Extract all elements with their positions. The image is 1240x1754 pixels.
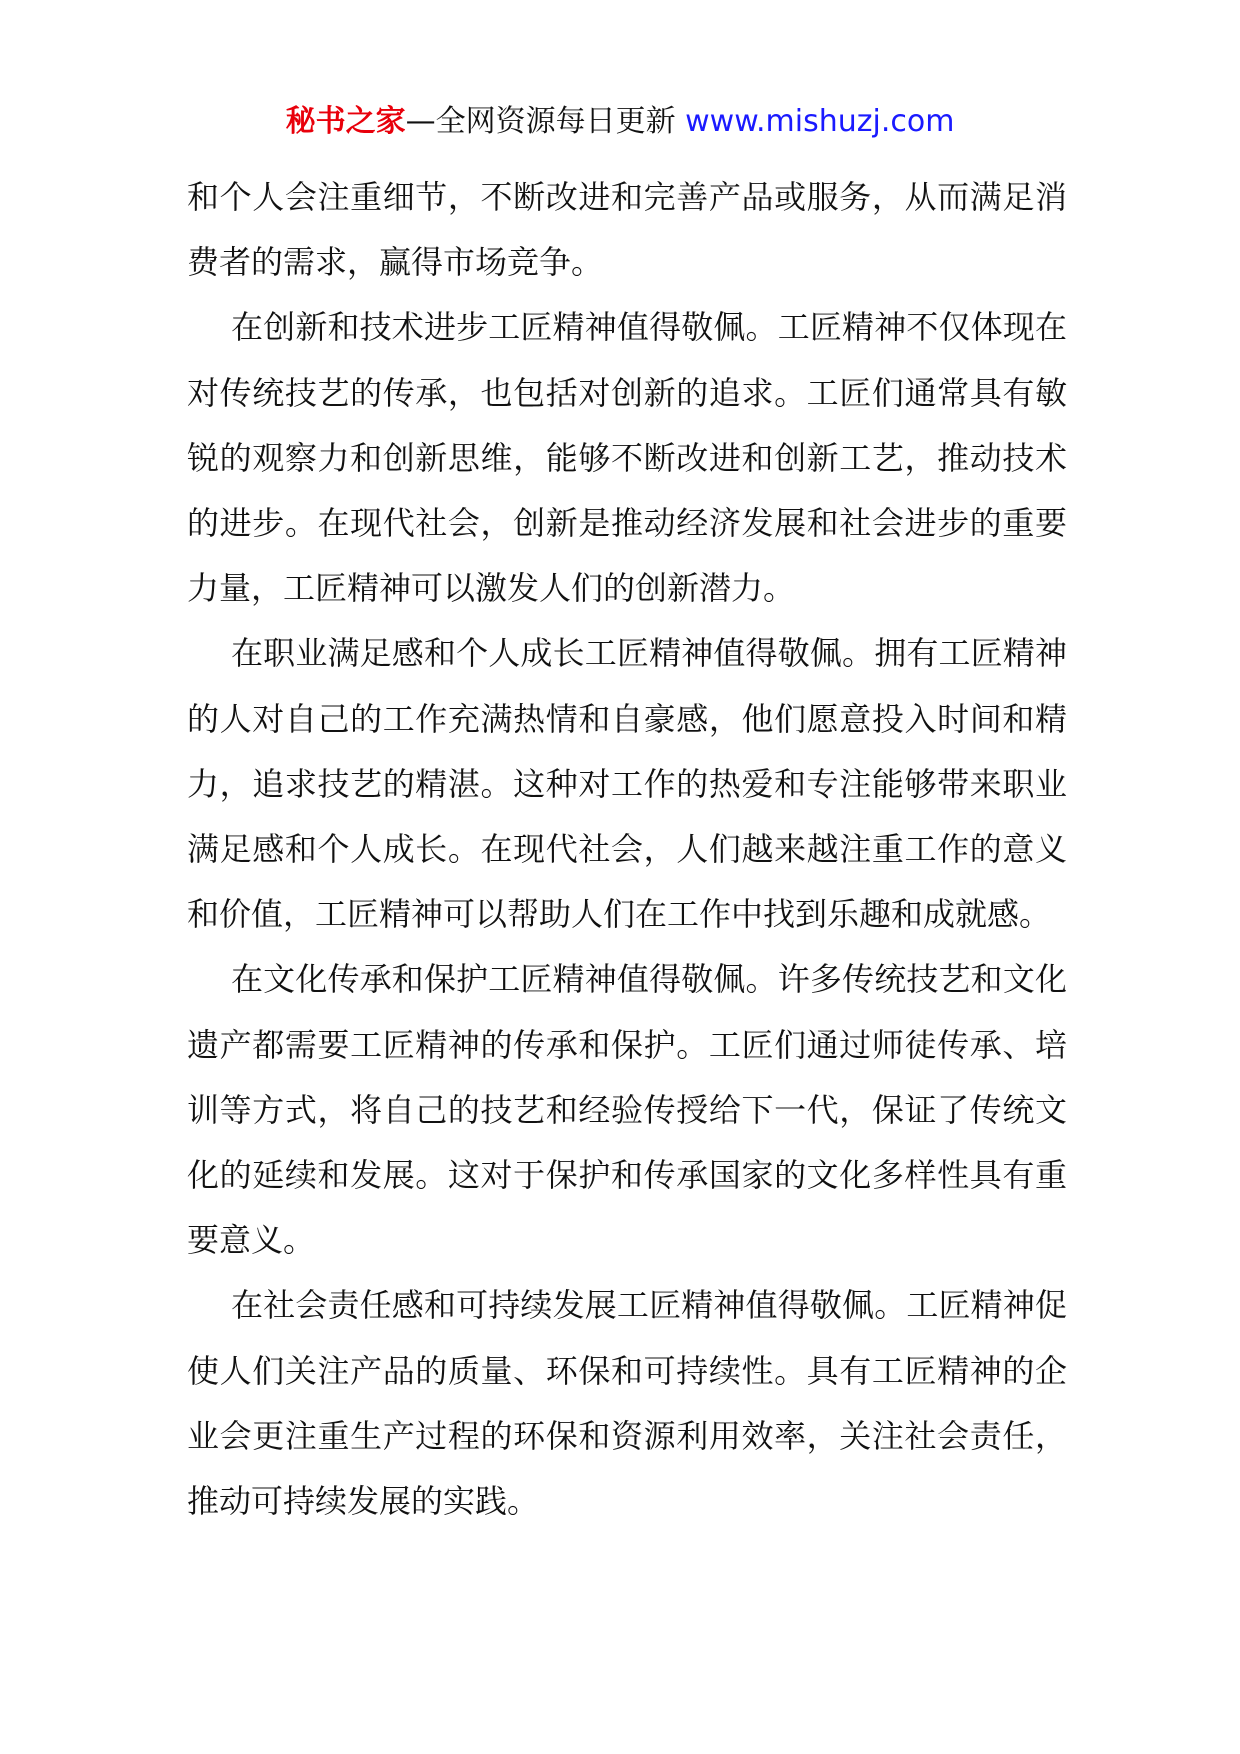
header-url-link[interactable]: www.mishuzj.com [685, 104, 955, 139]
page-header [0, 100, 1240, 144]
paragraph-cultural-heritage: 在文化传承和保护工匠精神值得敬佩。许多传统技艺和文化遗产都需要工匠精神的传承和保护。工匠们通过师徒传承、培训等方式，将自己的技艺和经验传授给下一代，保证了传统文化的延续和发展。这对于保护和传承国家的文化多样性具有重要意义。 [187, 960, 1067, 1260]
paragraph-career-satisfaction: 在职业满足感和个人成长工匠精神值得敬佩。拥有工匠精神的人对自己的工作充满热情和自豪感，他们愿意投入时间和精力，追求技艺的精湛。这种对工作的热爱和专注能够带来职业满足感和个人成长。在现代社会，人们越来越注重工作的意义和价值，工匠精神可以帮助人们在工作中找到乐趣和成就感。 [187, 634, 1067, 934]
header-tagline: —全网资源每日更新 [405, 104, 686, 139]
document-body [187, 165, 1067, 1534]
paragraph-social-responsibility: 在社会责任感和可持续发展工匠精神值得敬佩。工匠精神促使人们关注产品的质量、环保和可持续性。具有工匠精神的企业会更注重生产过程的环保和资源利用效率，关注社会责任，推动可持续发展的实践。 [187, 1286, 1067, 1521]
paragraph-innovation: 在创新和技术进步工匠精神值得敬佩。工匠精神不仅体现在对传统技艺的传承，也包括对创新的追求。工匠们通常具有敏锐的观察力和创新思维，能够不断改进和创新工艺，推动技术的进步。在现代社会，创新是推动经济发展和社会进步的重要力量，工匠精神可以激发人们的创新潜力。 [187, 308, 1067, 608]
paragraph-continued: 和个人会注重细节，不断改进和完善产品或服务，从而满足消费者的需求，赢得市场竞争。 [187, 178, 1067, 282]
header-brand: 秘书之家 [285, 104, 406, 139]
